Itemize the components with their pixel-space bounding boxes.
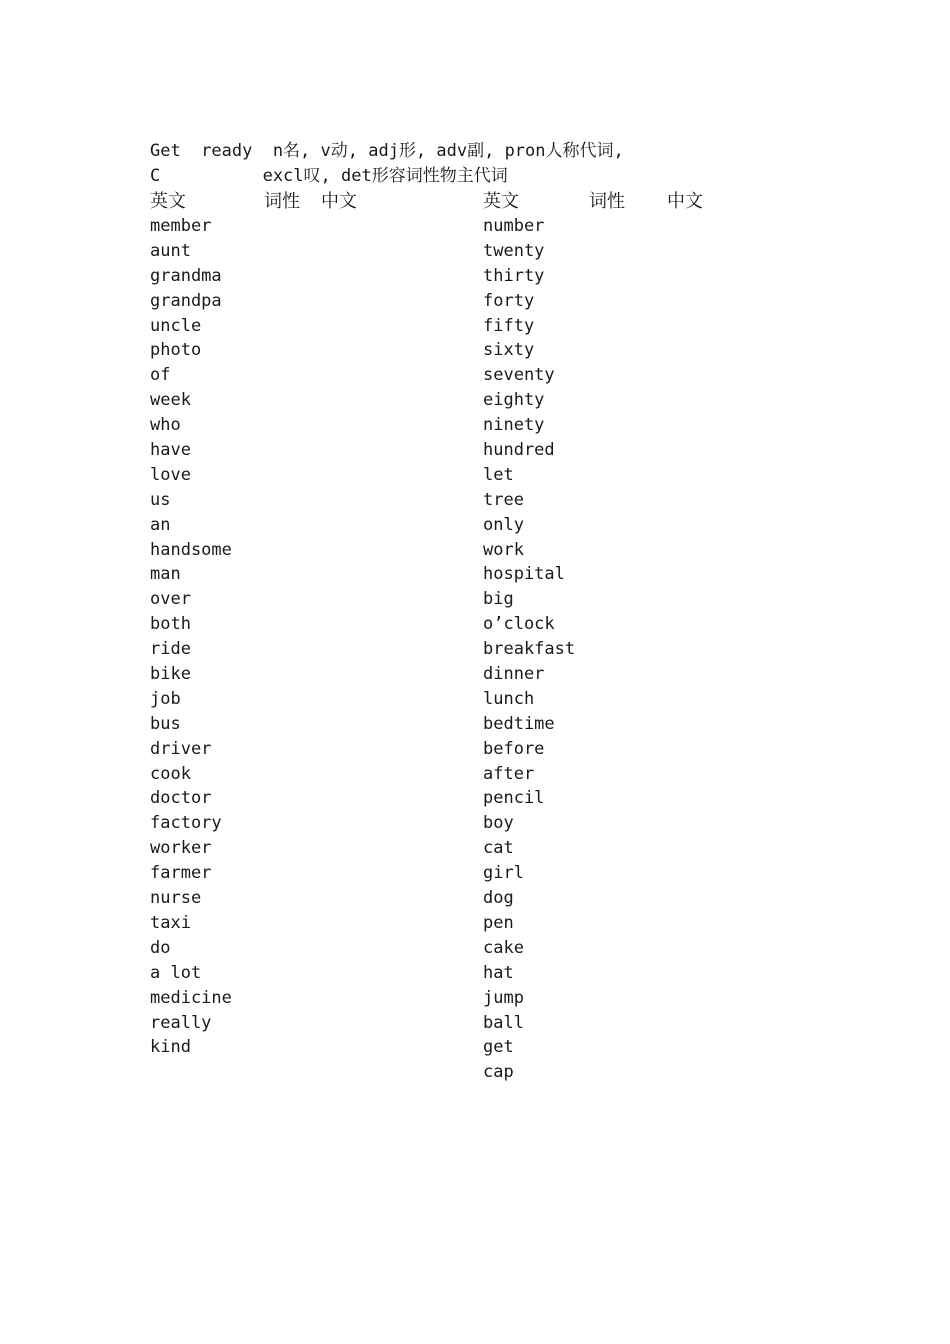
word-item: do bbox=[150, 937, 171, 958]
word-item: pen bbox=[483, 912, 514, 933]
word-item: grandpa bbox=[150, 290, 222, 311]
word-item: sixty bbox=[483, 340, 535, 361]
word-item: boy bbox=[483, 813, 514, 834]
word-item: eighty bbox=[483, 390, 545, 411]
word-item: dinner bbox=[483, 664, 545, 685]
word-item: aunt bbox=[150, 240, 191, 261]
word-item: doctor bbox=[150, 788, 212, 809]
word-item: a lot bbox=[150, 962, 202, 983]
word-item: an bbox=[150, 514, 171, 535]
legend-line-1: Get ready n名, v动, adj形, adv副, pron人称代词, bbox=[150, 141, 624, 161]
word-item: twenty bbox=[483, 240, 545, 261]
word-item: only bbox=[483, 514, 524, 535]
word-item: ninety bbox=[483, 415, 545, 436]
word-item: tree bbox=[483, 489, 524, 510]
word-item: grandma bbox=[150, 265, 222, 286]
word-item: week bbox=[150, 390, 191, 411]
word-item: fifty bbox=[483, 315, 535, 336]
word-item: thirty bbox=[483, 265, 545, 286]
word-item: bedtime bbox=[483, 713, 555, 734]
word-item: bike bbox=[150, 664, 191, 685]
word-item: who bbox=[150, 415, 181, 436]
word-item: get bbox=[483, 1037, 514, 1058]
word-item: have bbox=[150, 440, 191, 461]
word-item: forty bbox=[483, 290, 535, 311]
word-item: member bbox=[150, 216, 212, 236]
right-pos-header: 词性 bbox=[589, 191, 625, 212]
word-item: ride bbox=[150, 639, 191, 660]
left-pos-header: 词性 bbox=[264, 191, 300, 212]
word-item: man bbox=[150, 564, 181, 585]
word-item: big bbox=[483, 589, 514, 610]
word-item: hospital bbox=[483, 564, 565, 585]
word-item: after bbox=[483, 763, 535, 784]
word-item: factory bbox=[150, 813, 222, 834]
right-word-list bbox=[483, 214, 575, 1085]
word-item: nurse bbox=[150, 888, 202, 909]
word-item: dog bbox=[483, 888, 514, 909]
word-item: driver bbox=[150, 738, 212, 759]
word-item: ball bbox=[483, 1012, 524, 1033]
word-item: both bbox=[150, 614, 191, 635]
word-item: worker bbox=[150, 838, 212, 859]
word-item: handsome bbox=[150, 539, 232, 560]
word-item: work bbox=[483, 539, 524, 560]
word-item: let bbox=[483, 464, 514, 485]
word-item: medicine bbox=[150, 987, 232, 1008]
word-item: pencil bbox=[483, 788, 545, 809]
word-item: breakfast bbox=[483, 639, 576, 660]
word-item: seventy bbox=[483, 365, 555, 386]
word-item: cap bbox=[483, 1062, 514, 1083]
word-item: bus bbox=[150, 713, 181, 734]
word-item: uncle bbox=[150, 315, 202, 336]
word-item: us bbox=[150, 489, 171, 510]
word-item: photo bbox=[150, 340, 202, 361]
right-chinese-header: 中文 bbox=[667, 191, 703, 212]
word-item: hat bbox=[483, 962, 514, 983]
left-chinese-header: 中文 bbox=[321, 191, 357, 212]
legend-line-2: C excl叹, det形容词性物主代词 bbox=[150, 166, 508, 186]
word-item: job bbox=[150, 688, 181, 709]
word-item: jump bbox=[483, 987, 524, 1008]
word-item: love bbox=[150, 464, 191, 485]
word-item: kind bbox=[150, 1037, 191, 1058]
right-english-header: 英文 bbox=[483, 191, 519, 212]
word-item: hundred bbox=[483, 440, 555, 461]
left-english-header: 英文 bbox=[150, 191, 186, 212]
word-item: cat bbox=[483, 838, 514, 859]
left-word-list bbox=[150, 214, 232, 1060]
word-item: cook bbox=[150, 763, 191, 784]
word-item: lunch bbox=[483, 688, 535, 709]
word-item: before bbox=[483, 738, 545, 759]
word-item: of bbox=[150, 365, 171, 386]
word-item: taxi bbox=[150, 912, 191, 933]
word-item: farmer bbox=[150, 863, 212, 884]
word-item: really bbox=[150, 1012, 212, 1033]
word-item: girl bbox=[483, 863, 524, 884]
word-item: o’clock bbox=[483, 614, 555, 635]
word-item: number bbox=[483, 216, 545, 236]
word-item: over bbox=[150, 589, 191, 610]
word-item: cake bbox=[483, 937, 524, 958]
